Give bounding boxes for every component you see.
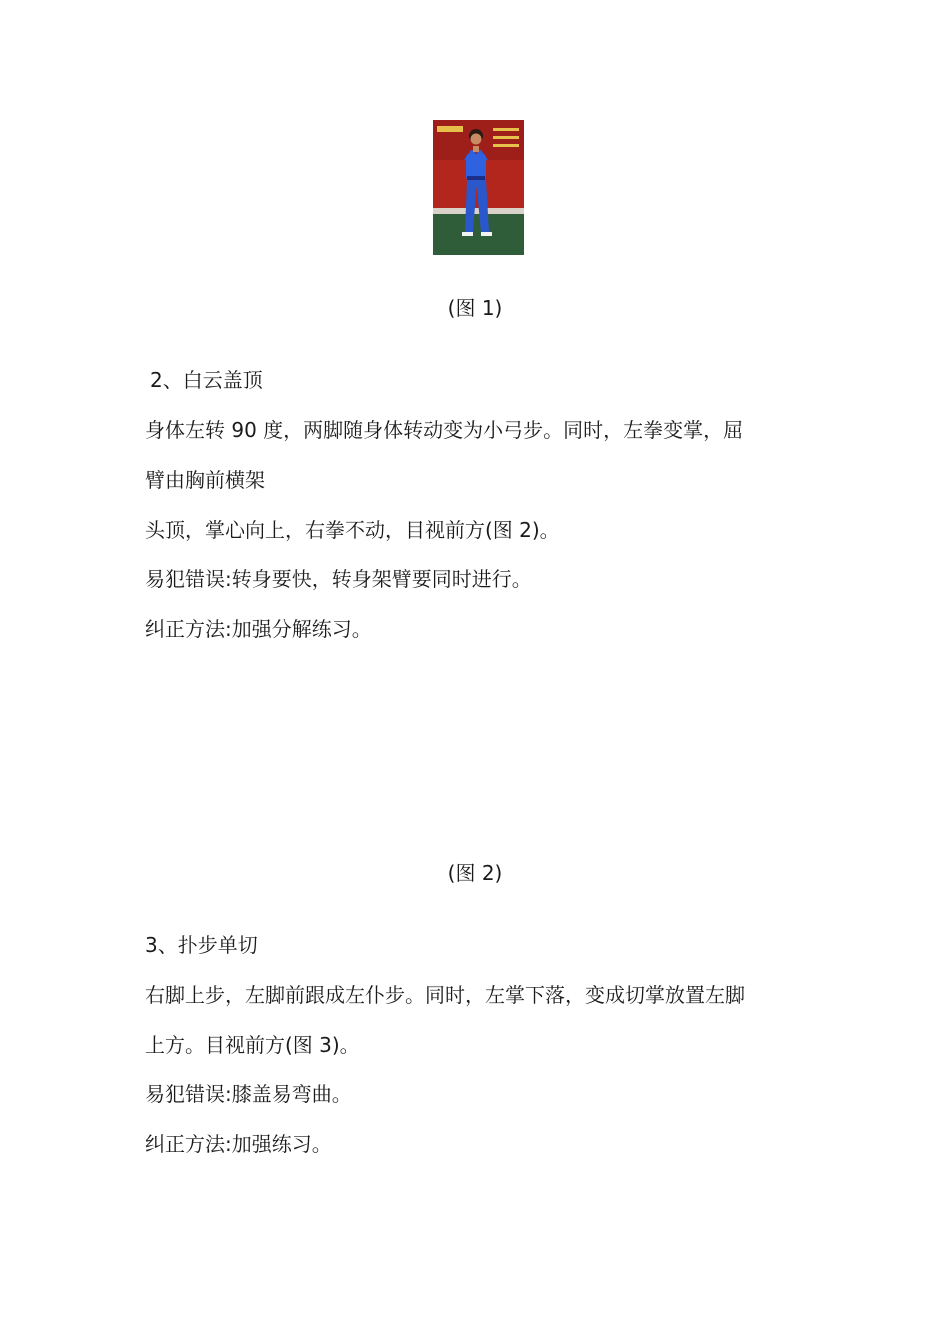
section-2-common-mistake: 易犯错误:转身要快，转身架臂要同时进行。 — [145, 567, 532, 591]
section-3-line-2: 上方。目视前方(图 3)。 — [145, 1033, 360, 1057]
section-3-common-mistake: 易犯错误:膝盖易弯曲。 — [145, 1082, 352, 1106]
section-2-correction: 纠正方法:加强分解练习。 — [145, 617, 372, 641]
section-2-heading: 2、白云盖顶 — [150, 368, 263, 392]
section-2-line-1: 身体左转 90 度，两脚随身体转动变为小弓步。同时，左拳变掌，屈 — [145, 418, 744, 442]
section-2-line-3: 头顶，掌心向上，右拳不动，目视前方(图 2)。 — [145, 518, 560, 542]
figure-1-caption: (图 1) — [447, 296, 503, 320]
section-3-line-1: 右脚上步，左脚前跟成左仆步。同时，左掌下落，变成切掌放置左脚 — [145, 983, 745, 1007]
figure-2-caption: (图 2) — [447, 861, 503, 885]
wushu-stance-image — [433, 120, 524, 255]
section-3-heading: 3、扑步单切 — [145, 933, 258, 957]
section-2-line-2: 臂由胸前横架 — [145, 468, 265, 492]
figure-1-photo — [433, 120, 524, 255]
section-3-correction: 纠正方法:加强练习。 — [145, 1132, 332, 1156]
